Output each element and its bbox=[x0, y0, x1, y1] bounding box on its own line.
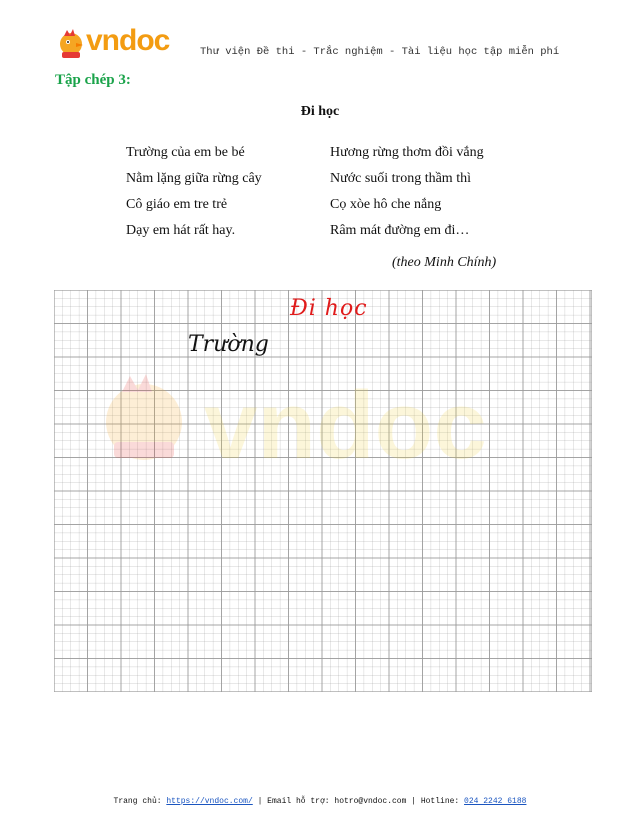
poem-author: (theo Minh Chính) bbox=[392, 255, 497, 270]
poem-line: Trường của em be bé bbox=[126, 145, 245, 160]
footer-hotline-label: Hotline: bbox=[420, 797, 465, 806]
poem-column-right bbox=[330, 140, 484, 244]
poem-line: Dạy em hát rất hay. bbox=[126, 223, 236, 238]
poem-line: Cọ xòe hô che nắng bbox=[330, 197, 442, 212]
practice-first-word: Trường bbox=[188, 332, 269, 357]
footer-email-label: Email hỗ trợ: bbox=[267, 797, 335, 806]
footer-email: hotro@vndoc.com bbox=[334, 797, 407, 806]
poem-column-left bbox=[126, 140, 262, 244]
poem-line: Râm mát đường em đi… bbox=[330, 223, 470, 238]
footer-separator: | bbox=[406, 797, 421, 806]
footer-separator: | bbox=[252, 797, 268, 806]
poem-line: Hương rừng thơm đồi vắng bbox=[330, 145, 484, 160]
watermark-text: vndoc bbox=[204, 372, 487, 470]
rooster-mascot-icon bbox=[56, 28, 86, 62]
practice-title: Đi học bbox=[290, 296, 368, 321]
poem-line: Nằm lặng giữa rừng cây bbox=[126, 171, 262, 186]
grid-lines bbox=[54, 290, 592, 692]
poem-line: Cô giáo em tre trẻ bbox=[126, 197, 228, 212]
vndoc-watermark bbox=[94, 370, 554, 470]
footer-home-label: Trang chủ: bbox=[113, 797, 167, 806]
poem-line: Nước suối trong thầm thì bbox=[330, 171, 471, 186]
logo-text: vndoc bbox=[86, 24, 170, 57]
vndoc-logo[interactable] bbox=[56, 24, 180, 62]
handwriting-practice-grid bbox=[54, 290, 592, 692]
footer-home-link[interactable]: https://vndoc.com/ bbox=[166, 797, 253, 806]
page-header bbox=[56, 24, 586, 64]
poem-title: Đi học bbox=[300, 104, 340, 119]
header-tagline: Thư viện Đề thi - Trắc nghiệm - Tài liệu học tập miễn phí bbox=[200, 46, 560, 58]
section-title: Tập chép 3: bbox=[55, 72, 131, 88]
footer-hotline-link[interactable]: 024 2242 6188 bbox=[464, 797, 527, 806]
page-footer bbox=[0, 797, 640, 806]
